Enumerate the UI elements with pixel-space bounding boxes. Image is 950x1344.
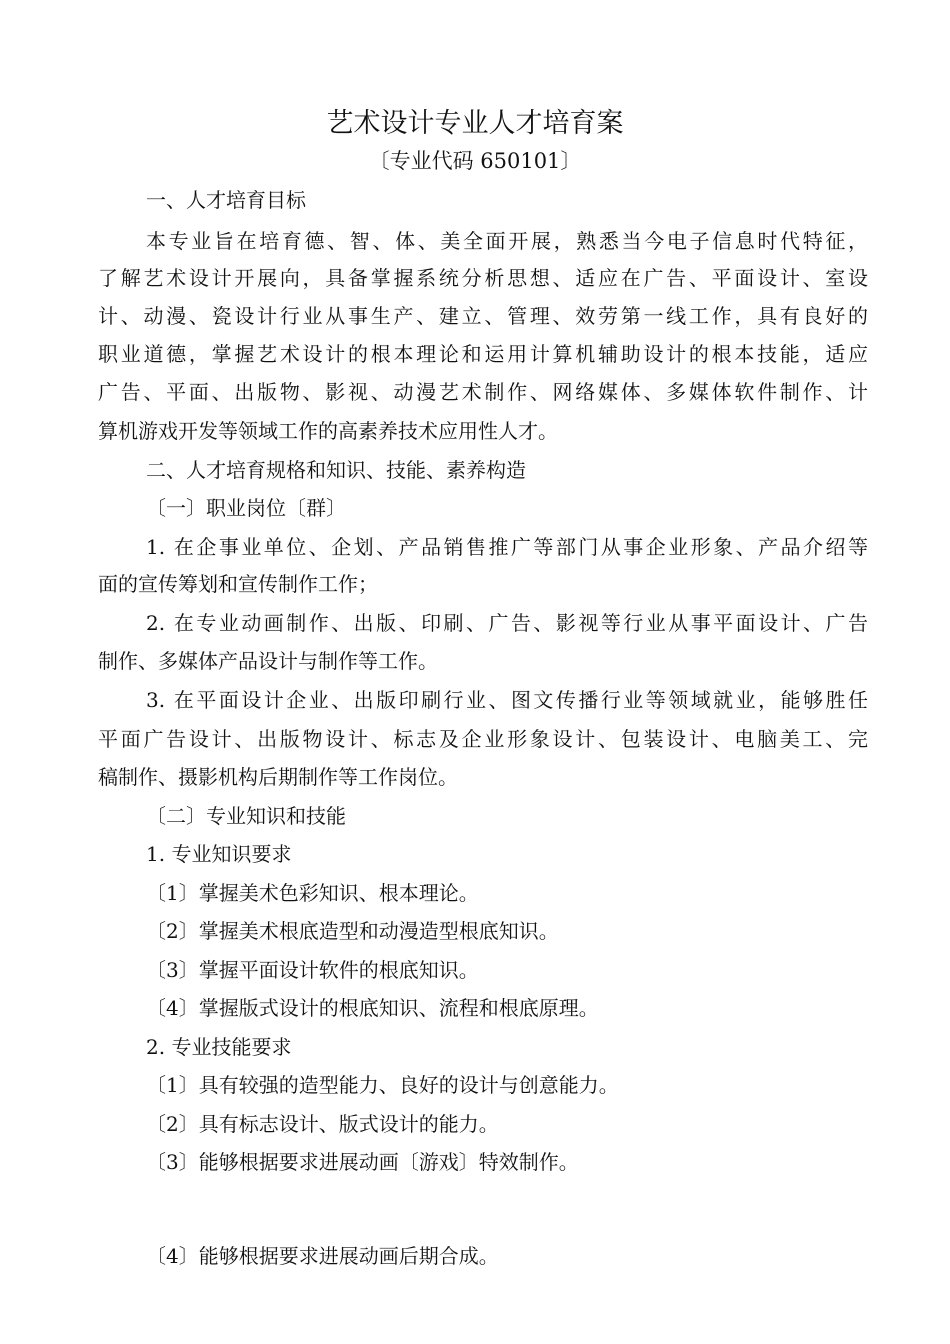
skills-heading: 2. 专业技能要求 (146, 1035, 292, 1059)
knowledge-item: 〔2〕掌握美术根底造型和动漫造型根底知识。 (146, 919, 559, 943)
knowledge-item: 〔1〕掌握美术色彩知识、根本理论。 (146, 881, 479, 905)
paragraph-line: 算机游戏开发等领域工作的高素养技术应用性人才。 (98, 419, 558, 443)
skills-item: 〔2〕具有标志设计、版式设计的能力。 (146, 1112, 499, 1136)
paragraph-line: 广告、平面、出版物、影视、动漫艺术制作、网络媒体、多媒体软件制作、计 (98, 380, 868, 404)
paragraph-line: 职业道德，掌握艺术设计的根本理论和运用计算机辅助设计的根本技能，适应 (98, 342, 868, 366)
paragraph-line: 了解艺术设计开展向，具备掌握系统分析思想、适应在广告、平面设计、室设 (98, 266, 868, 290)
paragraph-line: 计、动漫、瓷设计行业从事生产、建立、管理、效劳第一线工作，具有良好的 (98, 304, 868, 328)
list-item-line: 制作、多媒体产品设计与制作等工作。 (98, 649, 438, 673)
skills-item: 〔3〕能够根据要求进展动画〔游戏〕特效制作。 (146, 1150, 579, 1174)
skills-item: 〔1〕具有较强的造型能力、良好的设计与创意能力。 (146, 1073, 619, 1097)
list-item-line: 3. 在平面设计企业、出版印刷行业、图文传播行业等领域就业，能够胜任 (146, 688, 868, 712)
list-item-line: 2. 在专业动画制作、出版、印刷、广告、影视等行业从事平面设计、广告 (146, 611, 868, 635)
knowledge-item: 〔3〕掌握平面设计软件的根底知识。 (146, 958, 479, 982)
subsection-heading-1: 〔一〕职业岗位〔群〕 (146, 496, 346, 520)
skills-item: 〔4〕能够根据要求进展动画后期合成。 (146, 1244, 499, 1268)
section-heading-1: 一、人才培育目标 (146, 188, 306, 212)
list-item-line: 1. 在企事业单位、企划、产品销售推广等部门从事企业形象、产品介绍等 (146, 535, 868, 559)
subsection-heading-2: 〔二〕专业知识和技能 (146, 804, 346, 828)
document-title: 艺术设计专业人才培育案 (326, 108, 624, 139)
section-heading-2: 二、人才培育规格和知识、技能、素养构造 (146, 458, 526, 482)
knowledge-heading: 1. 专业知识要求 (146, 842, 292, 866)
list-item-line: 稿制作、摄影机构后期制作等工作岗位。 (98, 765, 458, 789)
list-item-line: 平面广告设计、出版物设计、标志及企业形象设计、包装设计、电脑美工、完 (98, 727, 868, 751)
list-item-line: 面的宣传筹划和宣传制作工作； (98, 572, 378, 596)
knowledge-item: 〔4〕掌握版式设计的根底知识、流程和根底原理。 (146, 996, 599, 1020)
paragraph-line: 本专业旨在培育德、智、体、美全面开展，熟悉当今电子信息时代特征， (146, 229, 868, 253)
document-subtitle: 〔专业代码 650101〕 (368, 149, 582, 173)
